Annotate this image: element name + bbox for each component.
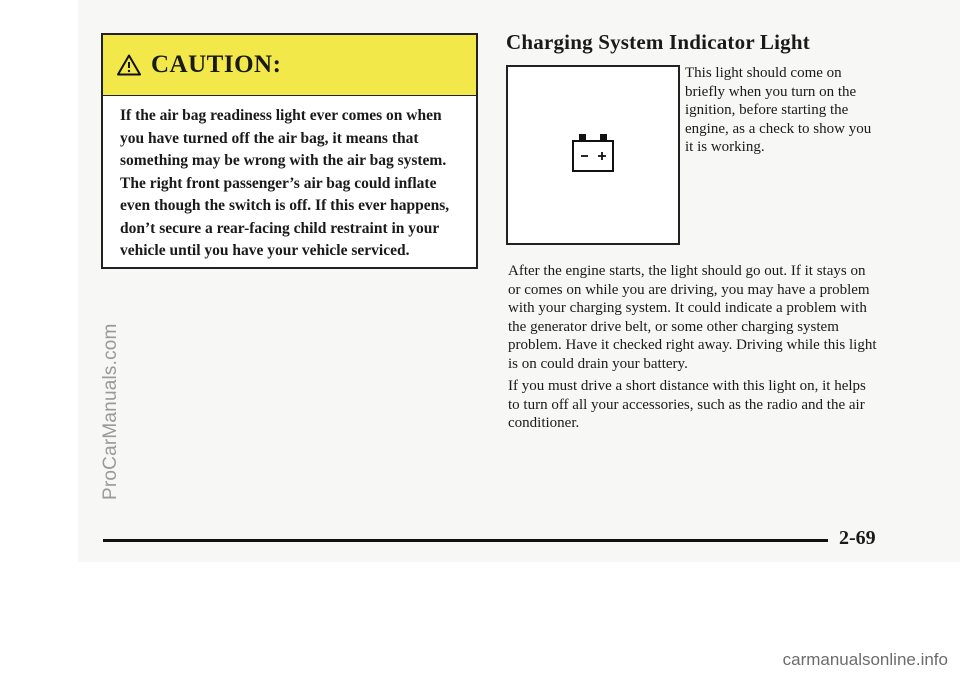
watermark: ProCarManuals.com	[100, 323, 121, 500]
caution-title: CAUTION:	[151, 51, 282, 78]
indicator-intro-text: This light should come on briefly when you turn on the ignition, before starting the engine, as a check to show you it is working.	[685, 65, 872, 155]
indicator-light-box	[506, 65, 680, 245]
caution-text: If the air bag readiness light ever comes on when you have turned off the air bag, it means that something may be wrong with the air bag system. The right front passenger’s air bag could inflate even though the switch is off. If this ever happens, don’t secure a rear-facing child restraint in your vehicle until you have your vehicle serviced.	[120, 107, 450, 259]
footer-rule	[103, 539, 828, 542]
caution-box	[101, 33, 478, 269]
warning-triangle-icon	[117, 54, 141, 76]
battery-icon	[570, 131, 616, 177]
body-paragraph: If you must drive a short distance with this light on, it helps to turn off all your accessories, such as the radio and the air conditioner.	[508, 378, 866, 431]
body-paragraph: After the engine starts, the light should go out. If it stays on or comes on while you are driving, you may have a problem with your charging system. It could indicate a problem with the generator drive belt, or some other charging system problem. Have it checked right away. Driving while this light is on could drain your battery.	[508, 263, 877, 372]
caution-header	[103, 35, 476, 96]
section-title: Charging System Indicator Light	[506, 30, 810, 54]
site-footer: carmanualsonline.info	[782, 650, 948, 669]
page-number: 2-69	[839, 527, 876, 549]
